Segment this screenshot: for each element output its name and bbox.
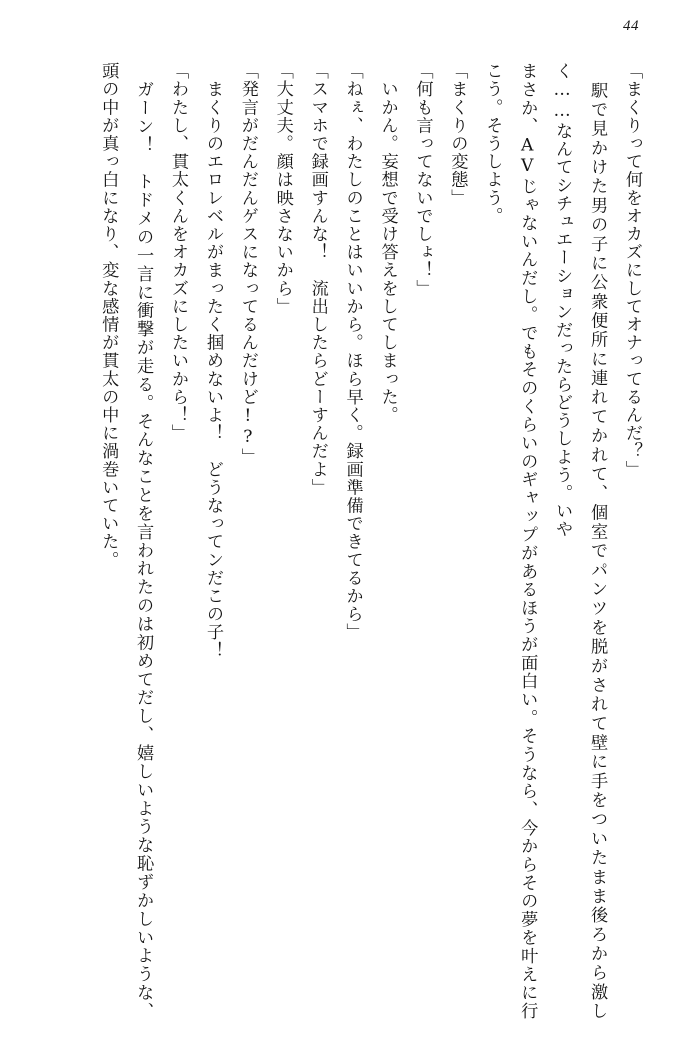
- page-number: 44: [623, 18, 639, 34]
- paragraph: 「発言がだんだんゲスになってるんだけど!?」: [237, 62, 258, 466]
- paragraph: まさか、AVじゃないんだし。でもそのくらいのギャップがあるほうが面白い。そうなら、今からその夢を叶えに行こう。そうしよう。: [482, 62, 538, 1020]
- page-body-text: [44, 62, 649, 1020]
- paragraph: 「何も言ってないでしょ！」: [412, 62, 433, 298]
- paragraph: 駅で見かけた男の子に公衆便所に連れてかれて、個室でパンツを脱がされて壁に手をついたまま後ろから激しく……なんてシチュエーションだったらどうしよう。いや: [552, 62, 608, 1020]
- paragraph: 「まくりの変態」: [447, 62, 468, 207]
- paragraph: ガーン！ トドメの一言に衝撃が走る。そんなことを言われたのは初めてだし、嬉しいような恥ずかしいような、頭の中が真っ白になり、変な感情が貫太の中に渦巻いていた。: [98, 62, 154, 1020]
- paragraph: 「わたし、貫太くんをオカズにしたいから！」: [168, 62, 189, 443]
- paragraph: いかん。妄想で受け答えをしてしまった。: [377, 62, 398, 424]
- paragraph: まくりのエロレベルがまったく掴めないよ！ どうなってンだこの子！: [202, 62, 223, 660]
- paragraph: 「まくりって何をオカズにしてオナってるんだ？」: [622, 62, 642, 479]
- paragraph: 「大丈夫。顔は映さないから」: [272, 62, 293, 316]
- paragraph: 「スマホで録画すんな！ 流出したらどーすんだよ」: [307, 62, 328, 497]
- paragraph: 「ねぇ、わたしのことはいいから。ほら早く。録画準備できてるから」: [342, 62, 363, 642]
